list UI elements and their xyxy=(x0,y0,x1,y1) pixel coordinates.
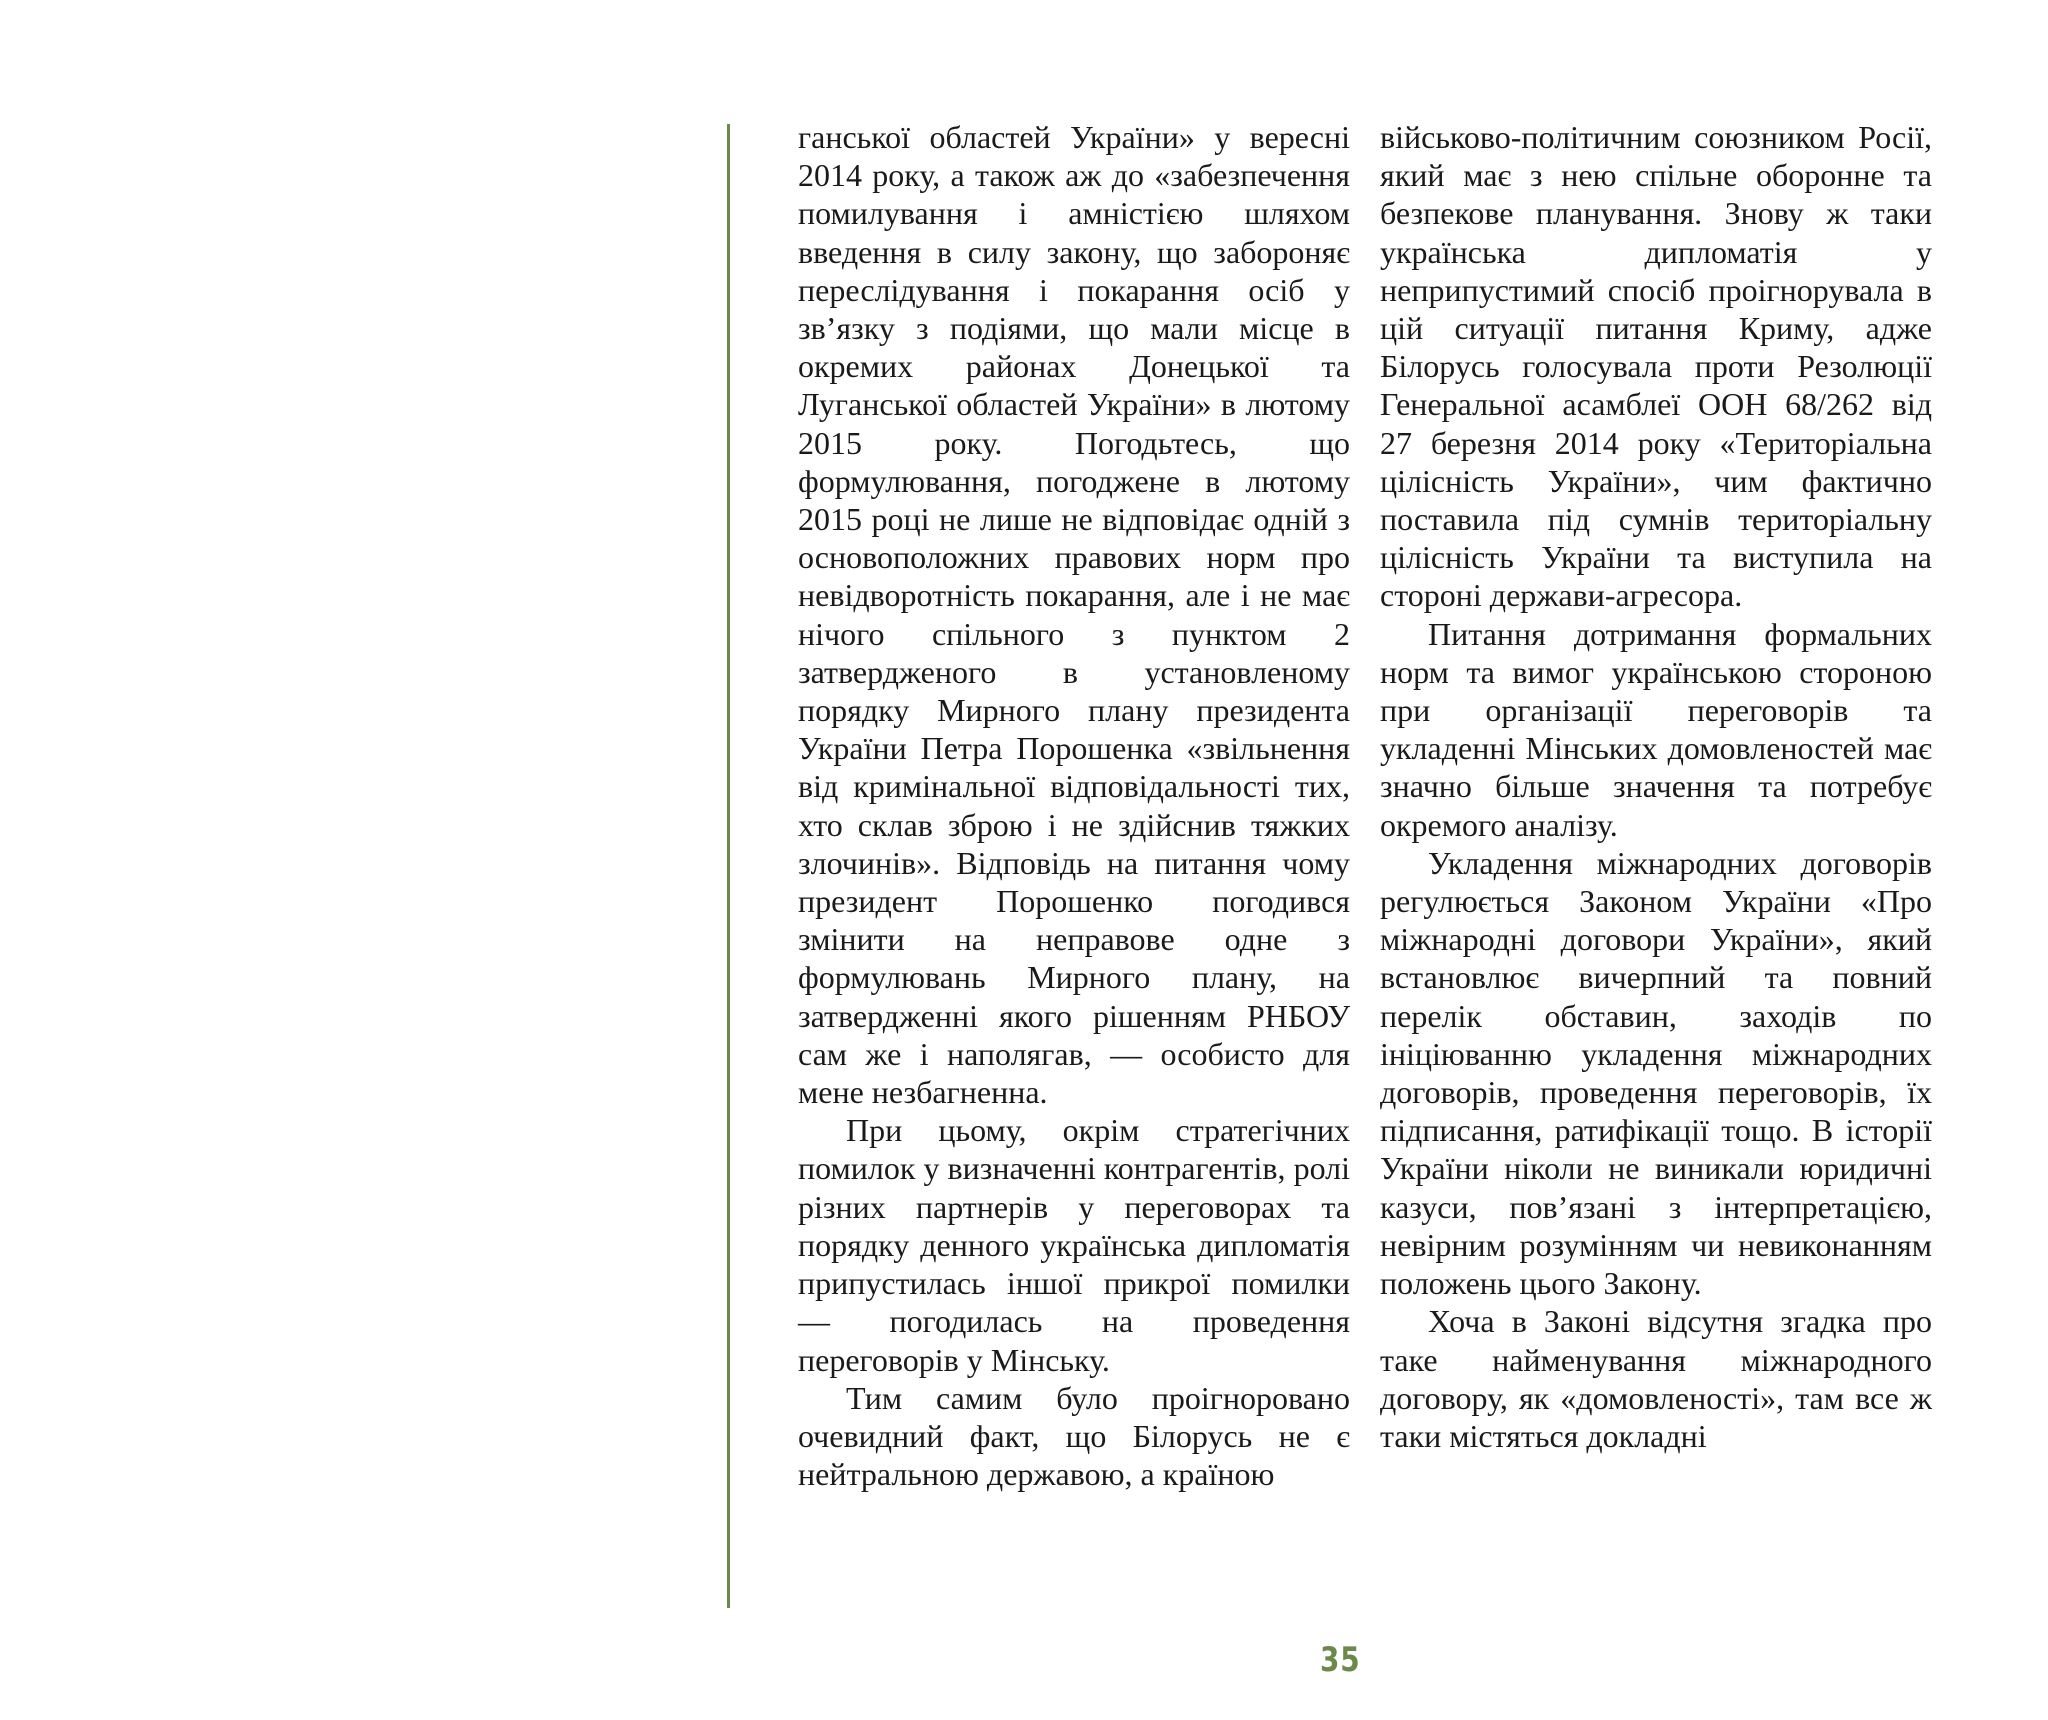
paragraph: ганської областей України» у вересні 2014 року, а також аж до «забезпечення помилування і амністією шляхом введення в силу закону, що забороняє переслідування і покарання осіб у зв’язку з подіями, що мали місце в окремих районах Донецької та Луганської областей України» в лютому 2015 року. Погодьтесь, що формулювання, погоджене в лютому 2015 році не лише не відповідає одній з основоположних правових норм про невідворотність покарання, але і не має нічого спільного з пунктом 2 затвердженого в установленому порядку Мирного плану президента України Петра Порошенка «звільнення від кримінальної відповідальності тих, хто склав зброю і не здійснив тяжких злочинів». Відповідь на питання чому президент Порошенко погодився змінити на неправове одне з формулювань Мирного плану, на затвердженні якого рішенням РНБОУ сам же і наполягав, — особисто для мене незбагненна. xyxy=(798,119,1350,1111)
page-number: 35 xyxy=(1320,1640,1361,1680)
margin-rule xyxy=(727,124,730,1608)
right-text-column xyxy=(1380,118,1932,1455)
paragraph: При цьому, окрім стратегічних помилок у визначенні контрагентів, ролі різних партнерів у переговорах та порядку денного українська дипломатія припустилась іншої прикрої помилки — погодилась на проведення переговорів у Мінську. xyxy=(798,1112,1350,1378)
paragraph: Тим самим було проігноровано очевидний факт, що Білорусь не є нейтральною державою, а країною xyxy=(798,1379,1350,1493)
paragraph: військово-політичним союзником Росії, який має з нею спільне оборонне та безпекове планування. Знову ж таки українська дипломатія у неприпустимий спосіб проігнорувала в цій ситуації питання Криму, адже Білорусь голосувала проти Резолюції Генеральної асамблеї ООН 68/262 від 27 березня 2014 року «Територіальна цілісність України», чим фактично поставила під сумнів територіальну цілісність України та виступила на стороні держави-агресора. xyxy=(1380,119,1932,614)
paragraph: Хоча в Законі відсутня згадка про таке найменування міжнародного договору, як «домовленості», там все ж таки містяться докладні xyxy=(1380,1303,1932,1454)
paragraph: Укладення міжнародних договорів регулюється Законом України «Про міжнародні договори України», який встановлює вичерпний та повний перелік обставин, заходів по ініціюванню укладення міжнародних договорів, проведення переговорів, їх підписання, ратифікації тощо. В історії України ніколи не виникали юридичні казуси, пов’язані з інтерпретацією, невірним розумінням чи невиконанням положень цього Закону. xyxy=(1380,844,1932,1302)
left-text-column xyxy=(798,118,1350,1493)
paragraph: Питання дотримання формальних норм та вимог українською стороною при організації переговорів та укладенні Мінських домовленостей має значно більше значення та потребує окремого аналізу. xyxy=(1380,615,1932,843)
